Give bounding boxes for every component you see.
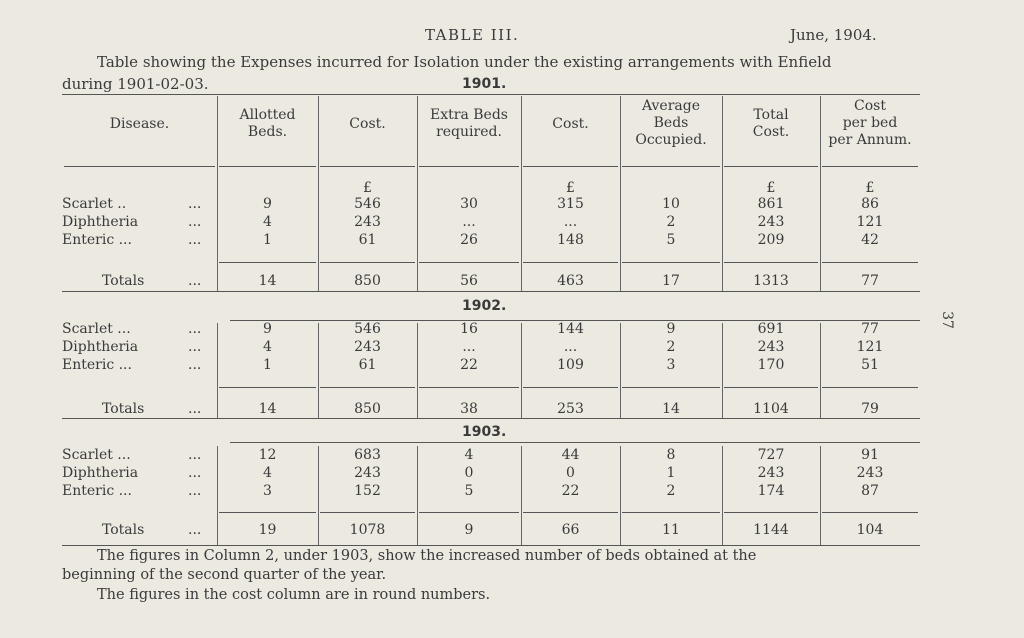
year-heading: 1902. — [462, 298, 507, 314]
table-cell: 26 — [460, 232, 478, 248]
totals-rule — [822, 512, 918, 513]
column-divider — [820, 96, 821, 166]
column-divider — [521, 166, 522, 291]
totals-rule — [523, 262, 618, 263]
table-cell: 861 — [757, 196, 785, 212]
table-cell: 243 — [354, 465, 381, 481]
table-cell: 121 — [856, 214, 884, 230]
column-divider — [722, 446, 723, 545]
totals-label: Totals — [102, 522, 145, 538]
column-header-line: Allotted — [239, 107, 296, 123]
table-cell: 243 — [757, 465, 785, 481]
column-divider — [217, 446, 218, 545]
table-cell: 10 — [662, 196, 680, 212]
table-cell: 121 — [856, 339, 884, 355]
disease-label: Enteric ... — [62, 232, 132, 248]
column-divider — [521, 446, 522, 545]
footnote-line-2: beginning of the second quarter of the year. — [62, 567, 387, 583]
column-divider — [620, 323, 621, 418]
totals-rule — [622, 512, 720, 513]
totals-cell: 1144 — [753, 522, 789, 538]
table-cell: 1 — [263, 232, 272, 248]
header-bottom-rule — [523, 166, 618, 167]
table-title: TABLE III. — [425, 26, 520, 44]
totals-rule — [523, 387, 618, 388]
table-cell: 174 — [757, 483, 785, 499]
column-header-line: Cost — [854, 98, 886, 114]
totals-rule — [419, 262, 519, 263]
column-header-line: per Annum. — [828, 132, 912, 148]
totals-cell: 66 — [561, 522, 580, 538]
table-cell: 5 — [666, 232, 676, 248]
table-cell: 243 — [757, 214, 785, 230]
table-cell: 315 — [557, 196, 584, 212]
totals-rule — [419, 512, 519, 513]
totals-rule — [320, 262, 415, 263]
totals-rule — [219, 512, 316, 513]
page-number: 37 — [938, 311, 955, 329]
column-header-line: Beds. — [247, 124, 288, 140]
totals-rule — [320, 512, 415, 513]
currency-symbol: £ — [865, 180, 875, 196]
leader-dots: ... — [188, 196, 202, 212]
column-header-line: Cost. — [752, 124, 790, 140]
totals-cell: 9 — [464, 522, 474, 538]
table-cell: 61 — [358, 357, 377, 373]
column-header — [62, 116, 217, 133]
header-bottom-rule — [320, 166, 415, 167]
totals-cell: 1104 — [753, 401, 789, 417]
leader-dots: ... — [188, 447, 202, 463]
column-divider — [318, 96, 319, 166]
column-header-line: Total — [753, 107, 789, 123]
table-cell: 546 — [354, 196, 381, 212]
table-cell: 30 — [460, 196, 478, 212]
column-divider — [722, 96, 723, 166]
table-cell: 144 — [557, 321, 584, 337]
column-header-line: Occupied. — [635, 132, 707, 148]
disease-label: Diphtheria — [62, 465, 139, 481]
table-cell: 22 — [460, 357, 478, 373]
totals-cell: 77 — [861, 273, 879, 289]
year-heading: 1903. — [462, 424, 507, 440]
column-divider — [417, 166, 418, 291]
totals-rule — [724, 512, 818, 513]
leader-dots: ... — [188, 232, 202, 248]
intro-line-1: Table showing the Expenses incurred for Isolation under the existing arrangements with Enfield — [97, 53, 832, 71]
table-cell: 3 — [263, 483, 272, 499]
header-bottom-rule — [419, 166, 519, 167]
table-cell: 109 — [557, 357, 584, 373]
disease-label: Scarlet ... — [62, 447, 131, 463]
column-divider — [217, 323, 218, 418]
column-divider — [820, 323, 821, 418]
report-date: June, 1904. — [790, 26, 877, 44]
header-bottom-rule — [724, 166, 818, 167]
table-cell: 61 — [358, 232, 377, 248]
totals-cell: 463 — [557, 273, 584, 289]
currency-symbol: £ — [566, 180, 575, 196]
table-cell: 87 — [861, 483, 879, 499]
table-cell: 1 — [263, 357, 272, 373]
column-divider — [722, 323, 723, 418]
table-cell: 42 — [861, 232, 879, 248]
table-cell: ... — [462, 339, 476, 355]
totals-rule — [419, 387, 519, 388]
column-header-line: per bed — [842, 115, 898, 131]
currency-symbol: £ — [766, 180, 776, 196]
column-divider — [620, 166, 621, 291]
totals-cell: 14 — [662, 401, 680, 417]
disease-label: Diphtheria — [62, 339, 139, 355]
table-cell: 2 — [666, 339, 676, 355]
totals-rule — [320, 387, 415, 388]
totals-cell: 104 — [856, 522, 884, 538]
table-cell: 4 — [464, 447, 474, 463]
disease-label: Scarlet .. — [62, 196, 127, 212]
totals-label: Totals — [102, 401, 145, 417]
column-divider — [318, 166, 319, 291]
column-divider — [722, 166, 723, 291]
totals-rule — [724, 387, 818, 388]
totals-cell: 14 — [258, 273, 277, 289]
totals-cell: 850 — [354, 401, 381, 417]
disease-label: Enteric ... — [62, 483, 132, 499]
table-cell: 91 — [861, 447, 879, 463]
column-divider — [820, 166, 821, 291]
totals-cell: 1313 — [753, 273, 789, 289]
totals-cell: 38 — [460, 401, 478, 417]
table-cell: 44 — [561, 447, 580, 463]
table-cell: 9 — [666, 321, 676, 337]
section-top-rule — [230, 442, 920, 443]
disease-label: Scarlet ... — [62, 321, 131, 337]
leader-dots: ... — [188, 214, 202, 230]
leader-dots: ... — [188, 273, 202, 289]
column-divider — [417, 446, 418, 545]
table-cell: 5 — [464, 483, 474, 499]
totals-rule — [622, 387, 720, 388]
table-cell: 4 — [263, 465, 272, 481]
table-cell: 3 — [666, 357, 676, 373]
column-divider — [521, 323, 522, 418]
table-cell: 683 — [354, 447, 381, 463]
totals-rule — [822, 387, 918, 388]
table-cell: 4 — [263, 339, 272, 355]
column-header-line: Cost. — [552, 116, 589, 132]
footnote-line-1: The figures in Column 2, under 1903, show the increased number of beds obtained at the — [97, 548, 757, 564]
table-cell: 12 — [258, 447, 277, 463]
table-cell: 9 — [263, 321, 272, 337]
table-cell: 691 — [757, 321, 785, 337]
column-divider — [620, 446, 621, 545]
table-cell: 51 — [861, 357, 879, 373]
column-header-line: Disease. — [109, 116, 170, 132]
currency-symbol: £ — [363, 180, 372, 196]
header-bottom-rule — [822, 166, 918, 167]
table-cell: 209 — [757, 232, 785, 248]
table-cell: 2 — [666, 214, 676, 230]
column-header — [521, 116, 620, 133]
totals-cell: 850 — [354, 273, 381, 289]
table-cell: 152 — [354, 483, 381, 499]
column-divider — [620, 96, 621, 166]
totals-cell: 17 — [662, 273, 680, 289]
column-divider — [318, 446, 319, 545]
table-cell: 1 — [666, 465, 676, 481]
column-header-line: Beds — [653, 115, 689, 131]
column-header-line: Extra Beds — [430, 107, 508, 123]
column-divider — [217, 96, 218, 166]
totals-rule — [219, 387, 316, 388]
section-bottom-rule — [62, 291, 920, 292]
table-cell: 243 — [757, 339, 785, 355]
totals-cell: 14 — [258, 401, 277, 417]
section-bottom-rule — [62, 545, 920, 546]
column-divider — [417, 323, 418, 418]
table-cell: 86 — [861, 196, 879, 212]
year-heading: 1901. — [462, 76, 507, 92]
column-header — [217, 107, 318, 141]
totals-rule — [724, 262, 818, 263]
column-header — [820, 98, 920, 149]
table-cell: 243 — [354, 214, 381, 230]
table-cell: 2 — [666, 483, 676, 499]
leader-dots: ... — [188, 357, 202, 373]
totals-cell: 1078 — [349, 522, 386, 538]
disease-label: Diphtheria — [62, 214, 139, 230]
totals-label: Totals — [102, 273, 145, 289]
leader-dots: ... — [188, 401, 202, 417]
column-header-line: Cost. — [349, 116, 386, 132]
column-header — [620, 98, 722, 149]
table-cell: 727 — [757, 447, 785, 463]
header-top-rule — [62, 94, 920, 95]
totals-rule — [822, 262, 918, 263]
totals-cell: 79 — [861, 401, 879, 417]
column-divider — [417, 96, 418, 166]
table-cell: 0 — [464, 465, 474, 481]
intro-line-2: during 1901-02-03. — [62, 75, 209, 93]
table-cell: 77 — [861, 321, 879, 337]
header-bottom-rule — [622, 166, 720, 167]
table-cell: 16 — [460, 321, 478, 337]
column-header-line: Average — [641, 98, 701, 114]
table-cell: 4 — [263, 214, 272, 230]
leader-dots: ... — [188, 465, 202, 481]
totals-rule — [523, 512, 618, 513]
table-cell: 243 — [856, 465, 884, 481]
table-cell: ... — [563, 214, 578, 230]
table-cell: 170 — [757, 357, 785, 373]
column-divider — [521, 96, 522, 166]
leader-dots: ... — [188, 522, 202, 538]
leader-dots: ... — [188, 321, 202, 337]
totals-rule — [219, 262, 316, 263]
column-header — [722, 107, 820, 141]
table-cell: 9 — [263, 196, 272, 212]
table-cell: 546 — [354, 321, 381, 337]
leader-dots: ... — [188, 483, 202, 499]
table-cell: 8 — [666, 447, 676, 463]
footnote-line-3: The figures in the cost column are in round numbers. — [97, 587, 491, 603]
totals-cell: 253 — [557, 401, 584, 417]
table-cell: ... — [563, 339, 578, 355]
table-cell: ... — [462, 214, 476, 230]
column-divider — [318, 323, 319, 418]
table-cell: 243 — [354, 339, 381, 355]
column-header — [417, 107, 521, 141]
column-divider — [820, 446, 821, 545]
column-header-line: required. — [436, 124, 502, 140]
totals-cell: 11 — [662, 522, 680, 538]
table-cell: 22 — [561, 483, 580, 499]
table-cell: 0 — [566, 465, 575, 481]
leader-dots: ... — [188, 339, 202, 355]
column-header — [318, 116, 417, 133]
table-cell: 148 — [557, 232, 584, 248]
disease-label: Enteric ... — [62, 357, 132, 373]
totals-cell: 19 — [258, 522, 277, 538]
column-divider — [217, 166, 218, 291]
totals-rule — [622, 262, 720, 263]
section-bottom-rule — [62, 418, 920, 419]
header-bottom-rule — [64, 166, 215, 167]
totals-cell: 56 — [460, 273, 478, 289]
header-bottom-rule — [219, 166, 316, 167]
